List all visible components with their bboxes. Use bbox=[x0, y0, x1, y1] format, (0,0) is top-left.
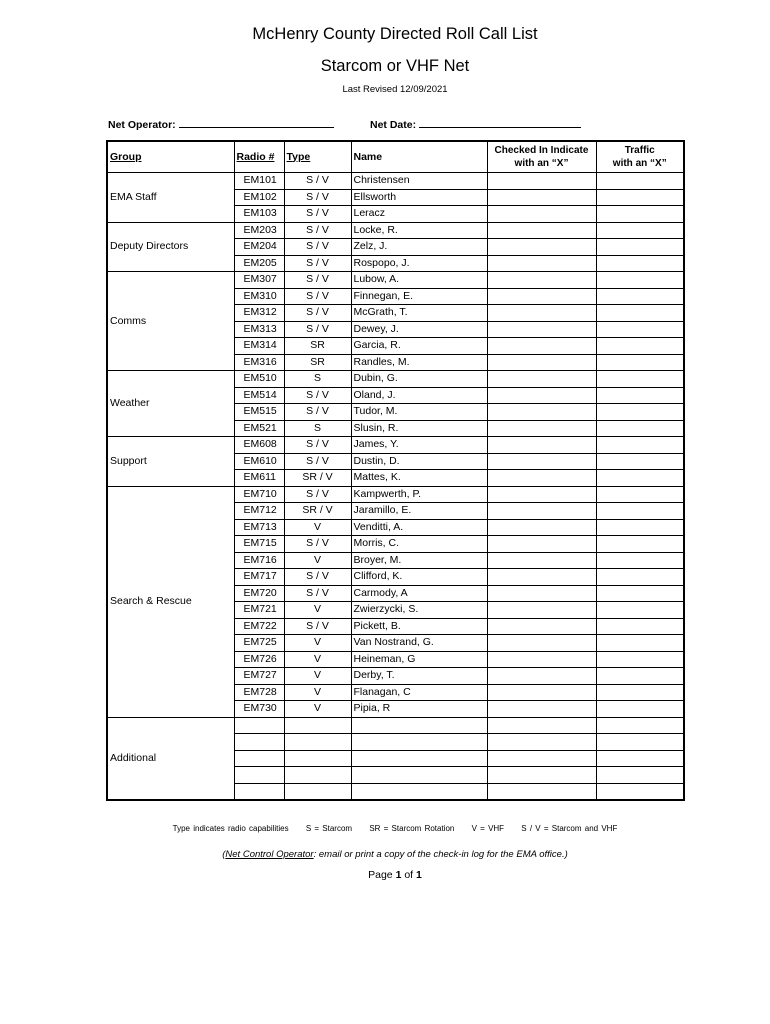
checked-in-cell[interactable] bbox=[487, 651, 596, 668]
radio-type: S / V bbox=[284, 453, 351, 470]
checked-in-cell[interactable] bbox=[487, 255, 596, 272]
member-name: Christensen bbox=[351, 173, 487, 190]
member-name: Dubin, G. bbox=[351, 371, 487, 388]
radio-type: SR bbox=[284, 338, 351, 355]
traffic-cell[interactable] bbox=[596, 503, 684, 520]
traffic-cell[interactable] bbox=[596, 684, 684, 701]
checked-in-cell[interactable] bbox=[487, 173, 596, 190]
radio-type: S bbox=[284, 371, 351, 388]
traffic-cell[interactable] bbox=[596, 189, 684, 206]
member-name: Flanagan, C bbox=[351, 684, 487, 701]
checked-in-cell[interactable] bbox=[487, 536, 596, 553]
radio-number: EM611 bbox=[234, 470, 284, 487]
footer-note: (Net Control Operator: email or print a copy of the check-in log for the EMA office.) bbox=[222, 849, 568, 860]
header-checked-in: Checked In Indicate with an “X” bbox=[487, 141, 596, 173]
group-label: Additional bbox=[107, 717, 234, 800]
traffic-cell[interactable] bbox=[596, 701, 684, 718]
traffic-cell[interactable] bbox=[596, 552, 684, 569]
traffic-cell[interactable] bbox=[596, 371, 684, 388]
member-name: McGrath, T. bbox=[351, 305, 487, 322]
checked-in-cell[interactable] bbox=[487, 437, 596, 454]
checked-in-cell[interactable] bbox=[487, 635, 596, 652]
net-date-label: Net Date: bbox=[370, 119, 417, 131]
checked-in-cell[interactable] bbox=[487, 470, 596, 487]
radio-type: S / V bbox=[284, 173, 351, 190]
radio-number: EM728 bbox=[234, 684, 284, 701]
radio-type: S / V bbox=[284, 569, 351, 586]
member-name: Dustin, D. bbox=[351, 453, 487, 470]
checked-in-cell[interactable] bbox=[487, 288, 596, 305]
radio-number bbox=[234, 750, 284, 767]
member-name: Finnegan, E. bbox=[351, 288, 487, 305]
radio-number: EM314 bbox=[234, 338, 284, 355]
document-subtitle: Starcom or VHF Net bbox=[320, 57, 470, 75]
member-name: Zelz, J. bbox=[351, 239, 487, 256]
checked-in-cell[interactable] bbox=[487, 354, 596, 371]
member-name: Randles, M. bbox=[351, 354, 487, 371]
radio-type: S / V bbox=[284, 239, 351, 256]
checked-in-cell[interactable] bbox=[487, 206, 596, 223]
traffic-cell[interactable] bbox=[596, 387, 684, 404]
traffic-cell[interactable] bbox=[596, 783, 684, 800]
header-radio: Radio # bbox=[234, 141, 284, 173]
table-row bbox=[107, 437, 684, 454]
member-name: Tudor, M. bbox=[351, 404, 487, 421]
header-group: Group bbox=[107, 141, 234, 173]
radio-type: V bbox=[284, 684, 351, 701]
checked-in-cell[interactable] bbox=[487, 305, 596, 322]
legend-starcom-vhf: S / V = Starcom and VHF bbox=[521, 824, 618, 833]
radio-type: V bbox=[284, 635, 351, 652]
member-name: Oland, J. bbox=[351, 387, 487, 404]
header-type: Type bbox=[284, 141, 351, 173]
radio-type: V bbox=[284, 519, 351, 536]
radio-number: EM316 bbox=[234, 354, 284, 371]
radio-number: EM313 bbox=[234, 321, 284, 338]
net-date-line[interactable] bbox=[419, 117, 581, 128]
radio-number: EM608 bbox=[234, 437, 284, 454]
member-name: Dewey, J. bbox=[351, 321, 487, 338]
traffic-cell[interactable] bbox=[596, 651, 684, 668]
traffic-cell[interactable] bbox=[596, 222, 684, 239]
checked-in-cell[interactable] bbox=[487, 420, 596, 437]
traffic-cell[interactable] bbox=[596, 255, 684, 272]
roll-call-table bbox=[106, 140, 685, 801]
traffic-cell[interactable] bbox=[596, 536, 684, 553]
radio-type bbox=[284, 750, 351, 767]
radio-type: V bbox=[284, 651, 351, 668]
checked-in-cell[interactable] bbox=[487, 684, 596, 701]
checked-in-cell[interactable] bbox=[487, 668, 596, 685]
traffic-cell[interactable] bbox=[596, 305, 684, 322]
radio-number: EM307 bbox=[234, 272, 284, 289]
radio-number: EM726 bbox=[234, 651, 284, 668]
checked-in-cell[interactable] bbox=[487, 618, 596, 635]
member-name bbox=[351, 783, 487, 800]
group-label: Comms bbox=[107, 272, 234, 371]
table-row bbox=[107, 222, 684, 239]
group-label: Search & Rescue bbox=[107, 486, 234, 717]
traffic-cell[interactable] bbox=[596, 288, 684, 305]
table-row bbox=[107, 717, 684, 734]
radio-type bbox=[284, 767, 351, 784]
group-label: Deputy Directors bbox=[107, 222, 234, 272]
radio-number: EM310 bbox=[234, 288, 284, 305]
radio-number bbox=[234, 717, 284, 734]
member-name: Lubow, A. bbox=[351, 272, 487, 289]
checked-in-cell[interactable] bbox=[487, 272, 596, 289]
radio-type: S / V bbox=[284, 288, 351, 305]
traffic-cell[interactable] bbox=[596, 354, 684, 371]
traffic-cell[interactable] bbox=[596, 272, 684, 289]
checked-in-cell[interactable] bbox=[487, 717, 596, 734]
member-name: Ellsworth bbox=[351, 189, 487, 206]
traffic-cell[interactable] bbox=[596, 585, 684, 602]
radio-type: SR bbox=[284, 354, 351, 371]
member-name: Garcia, R. bbox=[351, 338, 487, 355]
traffic-cell[interactable] bbox=[596, 750, 684, 767]
radio-type: SR / V bbox=[284, 470, 351, 487]
member-name: Pipia, R bbox=[351, 701, 487, 718]
radio-number: EM717 bbox=[234, 569, 284, 586]
radio-type: S / V bbox=[284, 206, 351, 223]
member-name bbox=[351, 734, 487, 751]
radio-type: S / V bbox=[284, 585, 351, 602]
member-name: Clifford, K. bbox=[351, 569, 487, 586]
traffic-cell[interactable] bbox=[596, 668, 684, 685]
traffic-cell[interactable] bbox=[596, 486, 684, 503]
radio-type: V bbox=[284, 701, 351, 718]
radio-type: S / V bbox=[284, 437, 351, 454]
radio-number: EM721 bbox=[234, 602, 284, 619]
radio-number: EM204 bbox=[234, 239, 284, 256]
header-traffic: Traffic with an “X” bbox=[596, 141, 684, 173]
member-name: Heineman, G bbox=[351, 651, 487, 668]
group-label: Support bbox=[107, 437, 234, 487]
radio-number bbox=[234, 767, 284, 784]
radio-type: V bbox=[284, 668, 351, 685]
traffic-cell[interactable] bbox=[596, 569, 684, 586]
group-label: Weather bbox=[107, 371, 234, 437]
checked-in-cell[interactable] bbox=[487, 734, 596, 751]
radio-number: EM716 bbox=[234, 552, 284, 569]
checked-in-cell[interactable] bbox=[487, 767, 596, 784]
radio-number: EM521 bbox=[234, 420, 284, 437]
traffic-cell[interactable] bbox=[596, 404, 684, 421]
traffic-cell[interactable] bbox=[596, 338, 684, 355]
table-row bbox=[107, 486, 684, 503]
table-row bbox=[107, 272, 684, 289]
checked-in-cell[interactable] bbox=[487, 338, 596, 355]
group-label: EMA Staff bbox=[107, 173, 234, 223]
traffic-cell[interactable] bbox=[596, 437, 684, 454]
radio-type: S / V bbox=[284, 222, 351, 239]
checked-in-cell[interactable] bbox=[487, 552, 596, 569]
checked-in-cell[interactable] bbox=[487, 453, 596, 470]
traffic-cell[interactable] bbox=[596, 519, 684, 536]
radio-number: EM610 bbox=[234, 453, 284, 470]
radio-number: EM514 bbox=[234, 387, 284, 404]
radio-number bbox=[234, 734, 284, 751]
radio-number: EM730 bbox=[234, 701, 284, 718]
checked-in-cell[interactable] bbox=[487, 404, 596, 421]
traffic-cell[interactable] bbox=[596, 635, 684, 652]
radio-type: S / V bbox=[284, 618, 351, 635]
checked-in-cell[interactable] bbox=[487, 387, 596, 404]
net-date-field bbox=[370, 117, 581, 131]
radio-number: EM715 bbox=[234, 536, 284, 553]
radio-type: S / V bbox=[284, 486, 351, 503]
radio-type: V bbox=[284, 602, 351, 619]
member-name: Slusin, R. bbox=[351, 420, 487, 437]
radio-type: S bbox=[284, 420, 351, 437]
page-number: Page 1 of 1 bbox=[368, 869, 422, 881]
traffic-cell[interactable] bbox=[596, 453, 684, 470]
member-name bbox=[351, 750, 487, 767]
radio-type: S / V bbox=[284, 387, 351, 404]
checked-in-cell[interactable] bbox=[487, 602, 596, 619]
legend-vhf: V = VHF bbox=[471, 824, 505, 833]
traffic-cell[interactable] bbox=[596, 602, 684, 619]
radio-number: EM103 bbox=[234, 206, 284, 223]
checked-in-cell[interactable] bbox=[487, 189, 596, 206]
table-header-row bbox=[107, 141, 684, 173]
legend-starcom-rotation: SR = Starcom Rotation bbox=[369, 824, 455, 833]
radio-type: S / V bbox=[284, 272, 351, 289]
checked-in-cell[interactable] bbox=[487, 519, 596, 536]
member-name: Locke, R. bbox=[351, 222, 487, 239]
member-name: Jaramillo, E. bbox=[351, 503, 487, 520]
member-name: Rospopo, J. bbox=[351, 255, 487, 272]
traffic-cell[interactable] bbox=[596, 734, 684, 751]
checked-in-cell[interactable] bbox=[487, 239, 596, 256]
radio-type bbox=[284, 783, 351, 800]
legend-starcom: S = Starcom bbox=[305, 824, 353, 833]
radio-type: SR / V bbox=[284, 503, 351, 520]
member-name bbox=[351, 717, 487, 734]
member-name bbox=[351, 767, 487, 784]
radio-number: EM713 bbox=[234, 519, 284, 536]
checked-in-cell[interactable] bbox=[487, 585, 596, 602]
member-name: Mattes, K. bbox=[351, 470, 487, 487]
checked-in-cell[interactable] bbox=[487, 321, 596, 338]
radio-number: EM205 bbox=[234, 255, 284, 272]
checked-in-cell[interactable] bbox=[487, 750, 596, 767]
radio-type: S / V bbox=[284, 255, 351, 272]
radio-number: EM710 bbox=[234, 486, 284, 503]
traffic-cell[interactable] bbox=[596, 321, 684, 338]
revision-date: Last Revised 12/09/2021 bbox=[342, 84, 448, 95]
radio-number: EM712 bbox=[234, 503, 284, 520]
checked-in-cell[interactable] bbox=[487, 783, 596, 800]
type-legend bbox=[0, 824, 770, 833]
radio-type: S / V bbox=[284, 305, 351, 322]
member-name: Carmody, A bbox=[351, 585, 487, 602]
radio-number: EM720 bbox=[234, 585, 284, 602]
radio-type: S / V bbox=[284, 321, 351, 338]
radio-number: EM510 bbox=[234, 371, 284, 388]
traffic-cell[interactable] bbox=[596, 618, 684, 635]
net-operator-label: Net Operator: bbox=[108, 119, 176, 131]
checked-in-cell[interactable] bbox=[487, 371, 596, 388]
member-name: Morris, C. bbox=[351, 536, 487, 553]
radio-type: S / V bbox=[284, 404, 351, 421]
table-row bbox=[107, 173, 684, 190]
member-name: Broyer, M. bbox=[351, 552, 487, 569]
net-control-operator-text: Net Control Operator bbox=[225, 849, 314, 860]
net-operator-line[interactable] bbox=[179, 117, 334, 128]
radio-number: EM722 bbox=[234, 618, 284, 635]
radio-type bbox=[284, 717, 351, 734]
radio-number: EM312 bbox=[234, 305, 284, 322]
radio-number: EM727 bbox=[234, 668, 284, 685]
traffic-cell[interactable] bbox=[596, 206, 684, 223]
member-name: James, Y. bbox=[351, 437, 487, 454]
header-name: Name bbox=[351, 141, 487, 173]
radio-number: EM515 bbox=[234, 404, 284, 421]
radio-type: S / V bbox=[284, 189, 351, 206]
member-name: Derby, T. bbox=[351, 668, 487, 685]
member-name: Van Nostrand, G. bbox=[351, 635, 487, 652]
traffic-cell[interactable] bbox=[596, 470, 684, 487]
checked-in-cell[interactable] bbox=[487, 486, 596, 503]
radio-type: V bbox=[284, 552, 351, 569]
traffic-cell[interactable] bbox=[596, 173, 684, 190]
member-name: Venditti, A. bbox=[351, 519, 487, 536]
checked-in-cell[interactable] bbox=[487, 503, 596, 520]
checked-in-cell[interactable] bbox=[487, 569, 596, 586]
checked-in-cell[interactable] bbox=[487, 701, 596, 718]
member-name: Pickett, B. bbox=[351, 618, 487, 635]
radio-number bbox=[234, 783, 284, 800]
traffic-cell[interactable] bbox=[596, 767, 684, 784]
traffic-cell[interactable] bbox=[596, 239, 684, 256]
traffic-cell[interactable] bbox=[596, 717, 684, 734]
member-name: Leracz bbox=[351, 206, 487, 223]
radio-type: S / V bbox=[284, 536, 351, 553]
checked-in-cell[interactable] bbox=[487, 222, 596, 239]
radio-type bbox=[284, 734, 351, 751]
member-name: Zwierzycki, S. bbox=[351, 602, 487, 619]
radio-number: EM101 bbox=[234, 173, 284, 190]
traffic-cell[interactable] bbox=[596, 420, 684, 437]
legend-intro: Type indicates radio capabilities bbox=[172, 824, 289, 833]
table-row bbox=[107, 371, 684, 388]
radio-number: EM102 bbox=[234, 189, 284, 206]
radio-number: EM203 bbox=[234, 222, 284, 239]
radio-number: EM725 bbox=[234, 635, 284, 652]
net-operator-field bbox=[108, 117, 334, 131]
document-title: McHenry County Directed Roll Call List bbox=[252, 25, 538, 43]
member-name: Kampwerth, P. bbox=[351, 486, 487, 503]
